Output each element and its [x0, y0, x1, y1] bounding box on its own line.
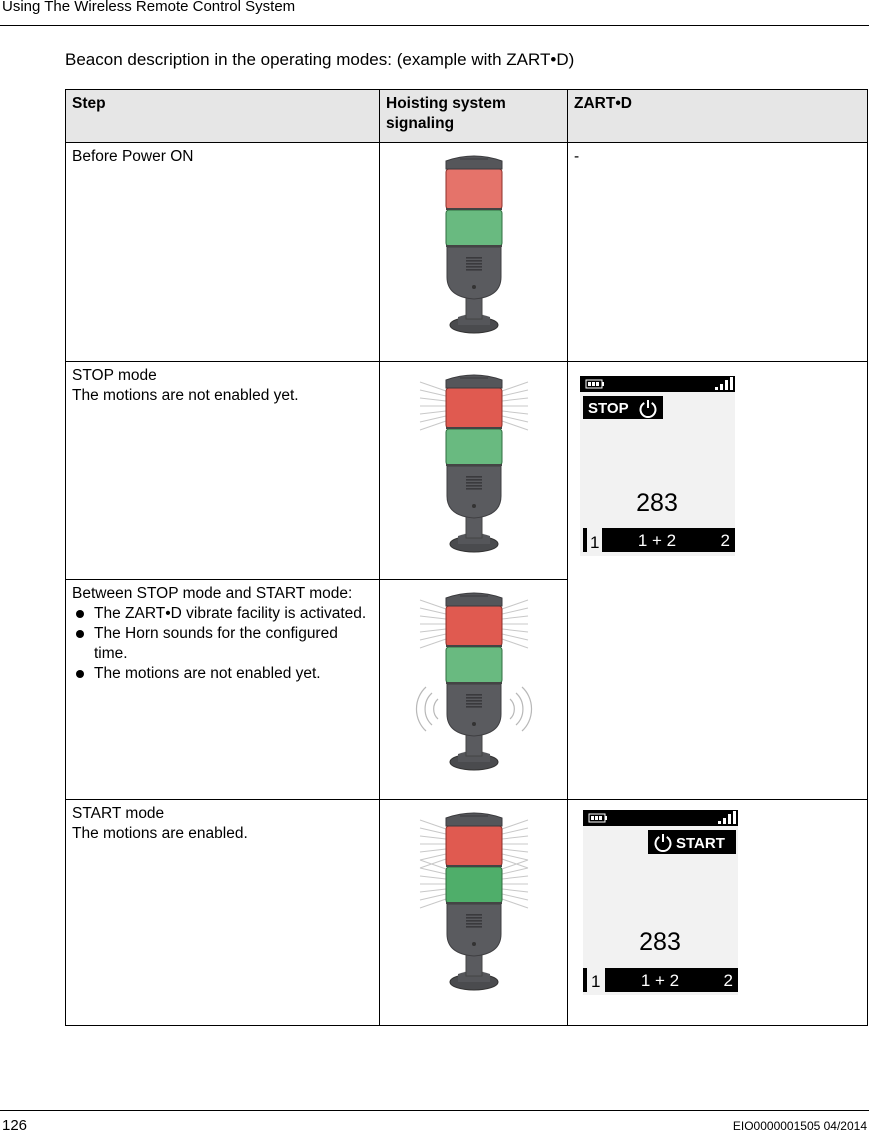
beacon-cap [446, 156, 502, 169]
zartd-screen-start [583, 810, 738, 995]
table-row [66, 362, 868, 580]
step-text: The motions are enabled. [72, 825, 248, 842]
screen-center-value: 1 + 2 [640, 971, 680, 990]
step-cell [66, 143, 380, 362]
beacon-horn-module [447, 684, 501, 736]
beacon-cap [446, 813, 502, 826]
beacon-screw [472, 504, 476, 508]
step-text: Between STOP mode and START mode: [72, 585, 353, 602]
table-row [66, 800, 868, 1026]
beacon-screw [472, 722, 476, 726]
header-signaling: Hoisting system signaling [380, 90, 568, 143]
zart-value: - [574, 148, 580, 165]
list-item: The motions are not enabled yet. [72, 664, 373, 684]
step-text: START mode [72, 805, 165, 822]
beacon-illustration [414, 366, 534, 556]
beacon-cell [380, 143, 568, 362]
beacon-cell [380, 362, 568, 580]
beacon-green-light [446, 210, 502, 246]
beacon-cell [380, 800, 568, 1026]
step-text: STOP mode [72, 367, 157, 384]
header-rule [0, 25, 869, 26]
step-cell [66, 800, 380, 1026]
intro-text: Beacon description in the operating modes: (example with ZART•D) [65, 50, 575, 69]
page-number: 126 [2, 1117, 28, 1134]
beacon-screw [472, 285, 476, 289]
counter-value: 283 [636, 489, 678, 517]
running-header: Using The Wireless Remote Control System [2, 0, 296, 15]
beacon-cap [446, 593, 502, 606]
bullet-list [72, 604, 373, 684]
beacon-horn-module [447, 466, 501, 518]
zart-cell [568, 362, 868, 800]
screen-right-value: 2 [723, 971, 733, 990]
beacon-green-light [446, 647, 502, 683]
zart-cell [568, 800, 868, 1026]
document-reference: EIO0000001505 04/2014 [732, 1119, 867, 1133]
mode-label: STOP [588, 400, 629, 417]
counter-value: 283 [639, 928, 681, 956]
list-item: The Horn sounds for the configured time. [72, 624, 373, 664]
beacon-cell [380, 580, 568, 800]
beacon-red-light [446, 388, 502, 428]
screen-left-value: 1 [590, 533, 600, 552]
table-header-row [66, 90, 868, 143]
beacon-illustration [414, 147, 534, 337]
beacon-illustration [414, 804, 534, 994]
header-zartd: ZART•D [568, 90, 868, 143]
beacon-illustration [414, 584, 534, 774]
screen-center-value: 1 + 2 [637, 531, 677, 550]
mode-label: START [676, 835, 725, 852]
zart-cell [568, 143, 868, 362]
beacon-green-light [446, 867, 502, 903]
step-text: The motions are not enabled yet. [72, 387, 299, 404]
beacon-red-light [446, 606, 502, 646]
screen-right-value: 2 [720, 531, 730, 550]
beacon-red-light [446, 169, 502, 209]
beacon-red-light [446, 826, 502, 866]
beacon-horn-module [447, 904, 501, 956]
screen-left-value: 1 [591, 972, 601, 991]
table-row [66, 143, 868, 362]
step-text: Before Power ON [72, 148, 194, 165]
step-cell [66, 362, 380, 580]
list-item: The ZART•D vibrate facility is activated. [72, 604, 373, 624]
beacon-screw [472, 942, 476, 946]
beacon-cap [446, 375, 502, 388]
beacon-horn-module [447, 247, 501, 299]
step-cell [66, 580, 380, 800]
zartd-screen-stop [580, 376, 735, 556]
footer-rule [0, 1110, 869, 1111]
beacon-table [65, 89, 868, 1026]
header-step: Step [66, 90, 380, 143]
beacon-green-light [446, 429, 502, 465]
